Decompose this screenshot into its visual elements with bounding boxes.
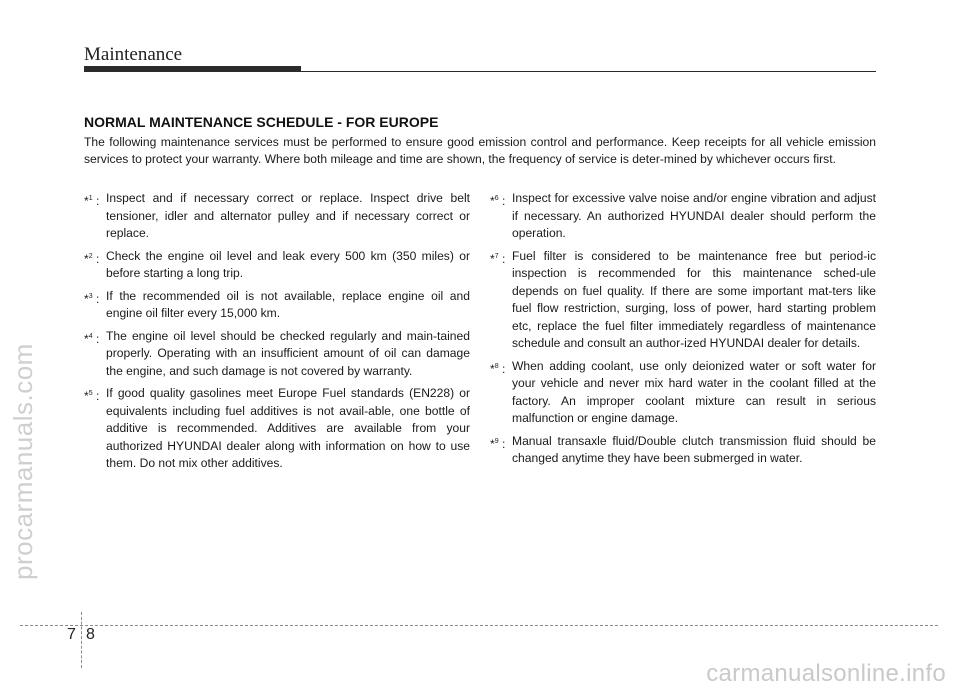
footnote-text: If the recommended oil is not available, replace engine oil and engine oil filter every 15,000 km. <box>106 288 470 320</box>
footnote-marker: *$^7$ : <box>490 251 506 266</box>
footnote-marker: *$^6$ : <box>490 194 506 208</box>
footnote-marker: *$^9$ : <box>490 436 506 451</box>
footnote-6 <box>490 190 876 243</box>
header-rule-thick <box>84 66 301 72</box>
footnote-marker: *$^5$ : <box>84 389 100 403</box>
footnote-1 <box>84 190 470 243</box>
footnote-text: The engine oil level should be checked regularly and main-tained properly. Operating with an insufficient amount of oil can damage the engine, and such damage is not covered by warranty. <box>106 328 470 378</box>
section-title: NORMAL MAINTENANCE SCHEDULE - FOR EUROPE <box>84 114 439 130</box>
intro-paragraph: The following maintenance services must be performed to ensure good emission control and performance. Keep receipts for all vehicle emission services to protect your warranty. Where both mileage and time are shown, the frequency of service is deter-mined by whichever occurs first. <box>84 135 876 166</box>
footnote-4 <box>84 328 470 381</box>
side-watermark: procarmanuals.com <box>8 343 38 580</box>
page-header-title: Maintenance <box>84 44 183 65</box>
footnote-marker: *$^4$ : <box>84 331 100 346</box>
footnote-text: Inspect for excessive valve noise and/or engine vibration and adjust if necessary. An authorized HYUNDAI dealer should perform the operation. <box>512 191 876 240</box>
page-number-divider <box>81 612 82 668</box>
page-number: 8 <box>86 626 95 643</box>
footnote-marker: *$^2$ : <box>84 251 100 266</box>
footnote-text: Inspect and if necessary correct or replace. Inspect drive belt tensioner, idler and alternator pulley and if necessary correct or replace. <box>106 191 470 240</box>
footnote-7 <box>490 248 876 353</box>
footnote-text: When adding coolant, use only deionized water or soft water for your vehicle and never mix hard water in the coolant filled at the factory. An improper coolant mixture can result in serious malfunction or engine damage. <box>512 358 876 425</box>
footnote-5 <box>84 385 470 473</box>
footer-divider <box>20 625 938 626</box>
footnote-text: Manual transaxle fluid/Double clutch transmission fluid should be changed anytime they have been submerged in water. <box>512 433 876 465</box>
bottom-watermark: carmanualsonline.info <box>706 660 946 687</box>
footnote-3 <box>84 288 470 323</box>
footnote-9 <box>490 433 876 468</box>
footnote-marker: *$^8$ : <box>490 361 506 376</box>
chapter-number: 7 <box>67 626 76 643</box>
notes-column-left <box>84 190 470 478</box>
footnote-8 <box>490 358 876 428</box>
footnote-text: Check the engine oil level and leak every 500 km (350 miles) or before starting a long trip. <box>106 248 470 280</box>
footnote-marker: *$^1$ : <box>84 194 100 208</box>
footnote-text: Fuel filter is considered to be maintenance free but period-ic inspection is recommended for this maintenance sched-ule depends on fuel quality. If there are some important mat-ters like fuel flow restriction, surging, loss of power, hard starting problem etc, replace the fuel filter immediately regardless of maintenance schedule and consult an author-ized HYUNDAI dealer for details. <box>512 248 876 350</box>
notes-column-right <box>490 190 876 473</box>
footnote-2 <box>84 248 470 283</box>
header-rule-thin <box>301 71 876 72</box>
footnote-marker: *$^3$ : <box>84 291 100 306</box>
footnote-text: If good quality gasolines meet Europe Fuel standards (EN228) or equivalents including fuel additives is not avail-able, one bottle of additive is recommended. Additives are available from your authorized HYUNDAI dealer along with information on how to use them. Do not mix other additives. <box>106 386 470 470</box>
